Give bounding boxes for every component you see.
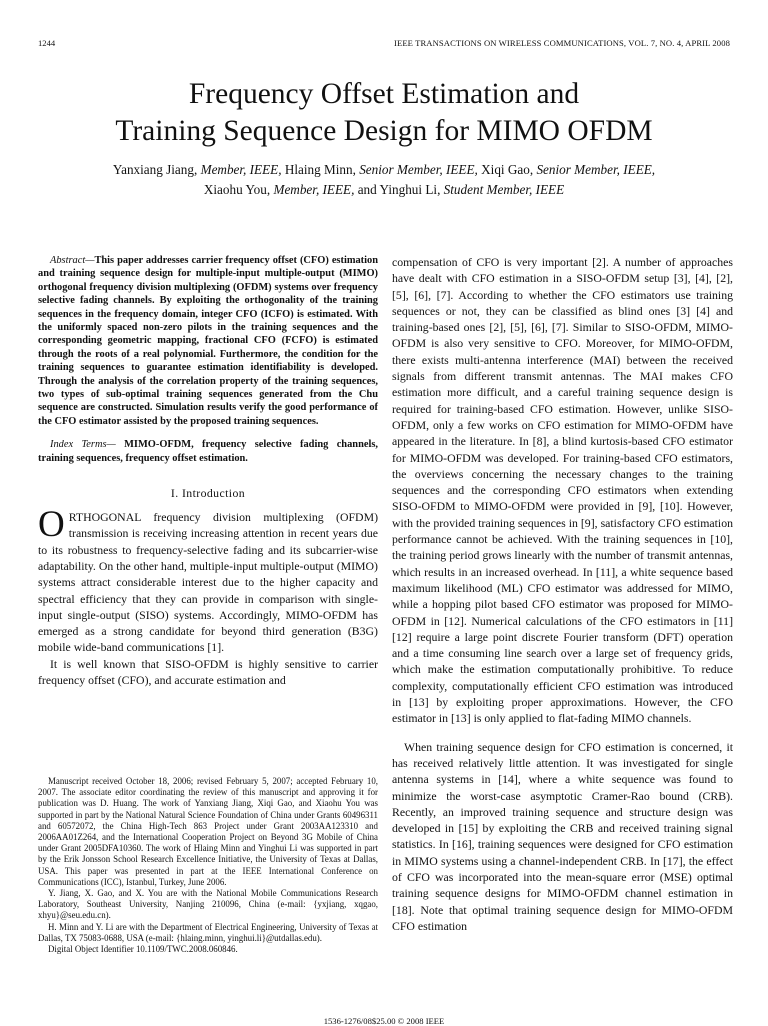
title-line-1: Frequency Offset Estimation and: [188, 78, 580, 110]
author-name: Xiqi Gao,: [481, 162, 534, 177]
index-terms: [38, 438, 378, 465]
author-name: Hlaing Minn,: [284, 162, 356, 177]
index-terms-lead: Index Terms—: [50, 439, 116, 451]
author-role: Member, IEEE,: [200, 162, 282, 177]
left-column: [38, 254, 378, 688]
footnote-affiliation-2: H. Minn and Y. Li are with the Department of Electrical Engineering, University of Texas at Dallas, TX 75083-0688, USA (e-mail: {hlaing.minn, yinghui.li}@utdallas.edu).: [38, 921, 378, 943]
right-paragraph-2: When training sequence design for CFO estimation is concerned, it has received relatively little attention. It was investigated for single antenna systems in [14], where a white sequence was found to minimize the worst-case asymptotic Cramer-Rao bound (CRB). Recently, an improved training sequence and structure design was developed in [15] by exploiting the CRB and received training signal statistics. In [16], training sequences were designed for CFO estimation in MIMO systems using a channel-independent CRB. In [17], the effect of CFO was incorporated into the mean-square error (MSE) optimal training sequence designs for MIMO-OFDM channel estimation in [18]. Note that optimal training sequence design for MIMO-OFDM CFO estimation: [392, 739, 733, 933]
paper-title: [0, 76, 768, 150]
intro-paragraph-1-text: RTHOGONAL frequency division multiplexing (OFDM) transmission is receiving increasing attention in recent years due to its robustness to frequency-selective fading and its subcarrier-wise adaptability. On the other hand, multiple-input multiple-output (MIMO) systems attract considerable interest due to the higher capacity and spectral efficiency that they can provide in comparison with single-input single-output (SISO) systems. Accordingly, MIMO-OFDM has emerged as a strong candidate for beyond third generation (B3G) mobile wide-band communications [1].: [38, 510, 378, 655]
footnote-affiliation-1: Y. Jiang, X. Gao, and X. You are with the National Mobile Communications Research Laboratory, Southeast University, Nanjing 210096, China (e-mail: {yxjiang, xqgao, xhyu}@seu.edu.cn).: [38, 888, 378, 921]
copyright-footer: 1536-1276/08$25.00 © 2008 IEEE: [323, 1016, 445, 1026]
author-name: and Yinghui Li,: [357, 181, 441, 197]
author-role: Student Member, IEEE: [443, 181, 565, 197]
abstract: [38, 254, 378, 428]
index-terms-text: MIMO-OFDM, frequency selective fading channels, training sequences, frequency offset estimation.: [38, 439, 378, 464]
footnotes: [38, 776, 378, 955]
abstract-text: This paper addresses carrier frequency offset (CFO) estimation and training sequence design for multiple-input multiple-output (MIMO) orthogonal frequency division multiplexing (OFDM) systems over frequency selective fading channels. By exploiting the orthogonality of the training sequences in the frequency domain, integer CFO (ICFO) is estimated. With the uniformly spaced non-zero pilots in the training sequences and the corresponding geometric mapping, fractional CFO (FCFO) is estimated through the roots of a real polynomial. Furthermore, the condition for the training sequences to guarantee estimation identifiability is developed. Through the analysis of the correlation property of the training sequences, two types of sub-optimal training sequences generated from the Chu sequence are constructed. Simulation results verify the good performance of the CFO estimator assisted by the proposed training sequences.: [38, 255, 378, 427]
author-role: Senior Member, IEEE,: [536, 162, 656, 177]
abstract-lead: Abstract—: [50, 255, 95, 266]
footnote-manuscript: Manuscript received October 18, 2006; revised February 5, 2007; accepted February 10, 2007. The associate editor coordinating the review of this manuscript and approving it for publication was D. Huang. The work of Yanxiang Jiang, Xiqi Gao, and Xiaohu You was supported in part by the National Natural Science Foundation of China under Grants 60496311 and 60572072, the China High-Tech 863 Project under Grant 2003AA123310 and 2006AA01Z264, and the International Cooperation Project on Beyond 3G Mobile of China under Grant 2005DFA10360. The work of Hlaing Minn and Yinghui Li was supported in part by the Erik Jonsson School Research Excellence Initiative, the University of Texas at Dallas, USA. This paper was presented in part at the IEEE International Conference on Communications (ICC), Istanbul, Turkey, June 2006.: [38, 776, 378, 887]
page-number: 1244: [38, 38, 56, 48]
title-line-2: Training Sequence Design for MIMO OFDM: [115, 115, 653, 147]
right-paragraph-1: compensation of CFO is very important [2]. A number of approaches have dealt with CFO estimation in a SISO-OFDM setup [3], [4], [2], [5], [6], [7]. According to whether the CFO estimators use training sequences or not, they can be classified as blind ones [3] [4] and training-based ones [2], [5], [6], [7]. Similar to SISO-OFDM, MIMO-OFDM is also very sensitive to CFO. Moreover, for MIMO-OFDM, there exists multi-antenna interference (MAI) between the received signals from different transmit antennas. The MAI makes CFO estimation more difficult, and a careful training sequence design is required for training-based CFO estimation. However, unlike SISO-OFDM, only a few works on CFO estimation for MIMO-OFDM have appeared in the literature. In [8], a blind kurtosis-based CFO estimator for MIMO-OFDM was developed. For training-based CFO estimators, the overviews concerning the necessary changes to the training sequences and the corresponding CFO estimators when extending SISO-OFDM to MIMO-OFDM were provided in [9], [10]. However, with the provided training sequences in [9], satisfactory CFO estimation performance cannot be achieved. With the training sequences in [10], the training period grows linearly with the number of transmit antennas, which results in an increased overhead. In [11], a white sequence based maximum likelihood (ML) CFO estimator was addressed for MIMO, while a hopping pilot based CFO estimator was proposed for MIMO-OFDM in [12]. Numerical calculations of the CFO estimators in [11] [12] require a large point discrete Fourier transform (DFT) operation and a time consuming line search over a large set of frequency grids, which make the estimation computationally prohibitive. To reduce complexity, computationally efficient CFO estimation was introduced in [13] by exploiting proper approximations. However, the CFO estimator in [13] is only applied to flat-fading MIMO channels.: [392, 255, 733, 726]
intro-paragraph-1: [38, 504, 378, 656]
author-list: [20, 160, 748, 199]
right-column: [392, 254, 733, 934]
journal-header: IEEE TRANSACTIONS ON WIRELESS COMMUNICATIONS, VOL. 7, NO. 4, APRIL 2008: [394, 38, 730, 48]
author-role: Member, IEEE,: [273, 181, 355, 197]
section-heading: I. Introduction: [170, 486, 246, 501]
footnote-doi: Digital Object Identifier 10.1109/TWC.2008.060846.: [48, 944, 238, 955]
author-name: Xiaohu You,: [203, 181, 271, 197]
author-role: Senior Member, IEEE,: [359, 162, 478, 177]
intro-paragraph-2: It is well known that SISO-OFDM is highly sensitive to carrier frequency offset (CFO), and accurate estimation and: [38, 656, 378, 688]
author-name: Yanxiang Jiang,: [112, 162, 198, 177]
drop-cap: O: [38, 504, 65, 546]
